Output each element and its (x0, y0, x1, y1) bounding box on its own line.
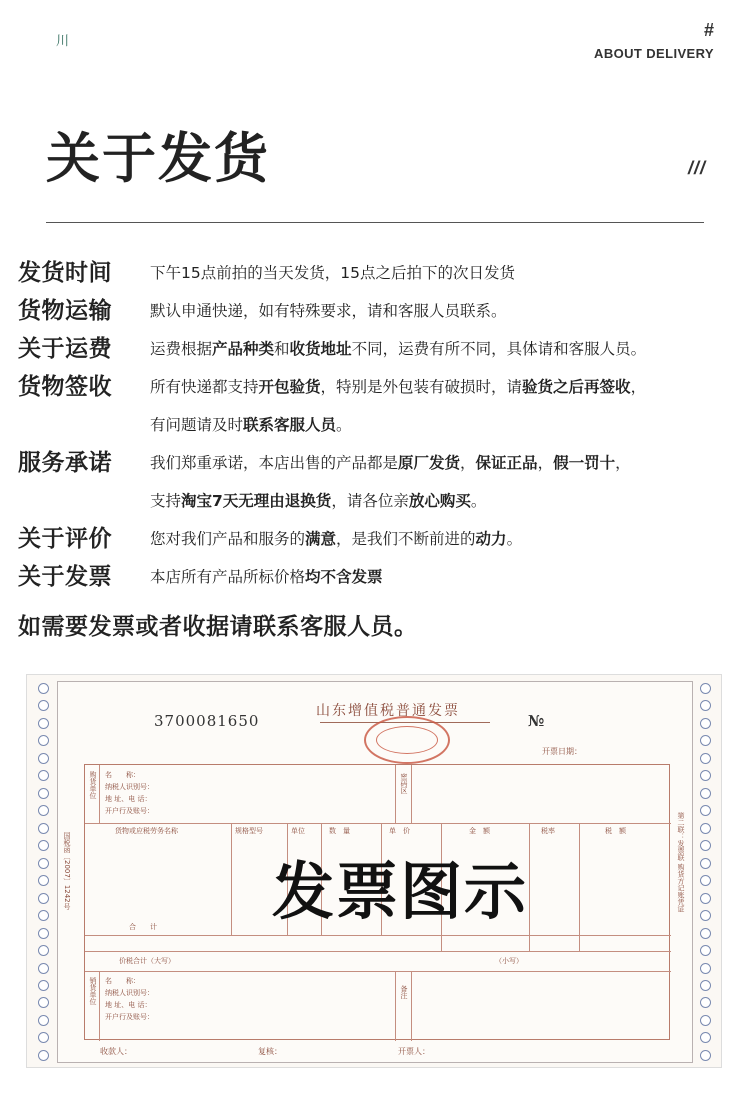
perforation-hole (38, 770, 49, 781)
perforation-hole (700, 700, 711, 711)
invoice-field-label: 开户行及账号： (105, 807, 154, 815)
item-column-header: 单位 (291, 827, 305, 835)
plain-text: ，是我们不断前进的 (336, 530, 476, 548)
plain-text: 不同，运费有所不同，具体请和客服人员。 (351, 340, 647, 358)
invoice-field-label: 纳税人识别号： (105, 989, 154, 997)
perforation-hole (38, 858, 49, 869)
perforation-hole (38, 840, 49, 851)
perforation-hole (38, 928, 49, 939)
info-row-label: 服务承诺 (18, 450, 112, 476)
perforation-hole (38, 683, 49, 694)
seller-side-label: 销货单位 (89, 977, 97, 1005)
grid-line (395, 971, 396, 1041)
plain-text: 下午15点前拍的当天发货，15点之后拍下的次日发货 (150, 264, 515, 282)
perforation-hole (700, 805, 711, 816)
perforation-hole (700, 963, 711, 974)
plain-text: 支持 (150, 492, 182, 510)
perforation-hole (38, 1050, 49, 1061)
perforation-hole (700, 823, 711, 834)
perforation-hole (38, 788, 49, 799)
info-row-text (150, 254, 742, 292)
invoice-field-label: 开户行及账号： (105, 1013, 154, 1021)
invoice-numero-sign: № (528, 712, 545, 730)
perforation-hole (700, 928, 711, 939)
grid-line (85, 951, 671, 952)
tax-stamp-inner (376, 726, 438, 754)
payee-label: 收款人： (100, 1047, 132, 1056)
invoice-field-label: 名 称： (105, 977, 140, 985)
perforation-hole (700, 910, 711, 921)
plain-text: 和 (274, 340, 290, 358)
perforation-hole (38, 910, 49, 921)
plain-text: 默认申通快递，如有特殊要求，请和客服人员联系。 (150, 302, 507, 320)
grid-line (85, 823, 671, 824)
emphasis-text: 验货之后再签收 (522, 378, 631, 396)
info-row-label: 关于发票 (18, 564, 112, 590)
info-row-label: 货物签收 (18, 374, 112, 400)
info-text-line (150, 368, 742, 406)
invoice-field-label: 纳税人识别号： (105, 783, 154, 791)
perforation-hole (700, 945, 711, 956)
info-text-line (150, 520, 742, 558)
grand-total-label: 价税合计（大写） (119, 957, 175, 965)
password-side-label: 密码区 (400, 773, 408, 794)
perforation-hole (38, 735, 49, 746)
perforation-hole (38, 893, 49, 904)
info-text-line (150, 406, 742, 444)
grid-line (411, 971, 412, 1041)
emphasis-text: 动力 (475, 530, 507, 548)
info-row (18, 520, 742, 558)
small-amount-label: （小写） (495, 957, 523, 965)
hash-mark: # (703, 20, 714, 40)
perforation-hole (38, 875, 49, 886)
emphasis-text: 均不含发票 (305, 568, 383, 586)
invoice-margin-right: 第二联：发票联 购货方记账凭证 (677, 812, 685, 913)
perforation-hole (38, 823, 49, 834)
invoice-date-label: 开票日期： (542, 747, 582, 756)
item-column-header: 单 价 (389, 827, 410, 835)
perforation-hole (38, 963, 49, 974)
section-subtitle: ABOUT DELIVERY (594, 46, 714, 61)
perforation-left (33, 683, 53, 1061)
info-text-line (150, 482, 742, 520)
invoice-paper (57, 681, 693, 1063)
emphasis-text: 联系客服人员 (243, 416, 337, 434)
info-row (18, 558, 742, 596)
plain-text: ，特别是外包装有破损时，请 (320, 378, 523, 396)
perforation-hole (38, 945, 49, 956)
emphasis-text: 淘宝7天无理由退换货 (181, 492, 332, 510)
perforation-hole (700, 735, 711, 746)
plain-text: ，请各位亲 (331, 492, 409, 510)
corner-mark: 川 (56, 34, 71, 49)
perforation-hole (38, 1015, 49, 1026)
perforation-hole (700, 1050, 711, 1061)
grid-line (85, 935, 671, 936)
invoice-field-label: 地 址、电 话： (105, 1001, 152, 1009)
perforation-hole (38, 805, 49, 816)
info-row-label: 关于运费 (18, 336, 112, 362)
info-row (18, 292, 742, 330)
grid-line (85, 971, 671, 972)
plain-text: ， (615, 454, 631, 472)
grid-line (99, 765, 100, 823)
info-text-line (150, 254, 742, 292)
invoice-notice: 如需要发票或者收据请联系客服人员。 (18, 614, 418, 640)
item-column-header: 金 额 (469, 827, 490, 835)
info-row (18, 444, 742, 520)
item-column-header: 数 量 (329, 827, 350, 835)
info-row-label: 关于评价 (18, 526, 112, 552)
perforation-hole (38, 700, 49, 711)
perforation-hole (700, 1032, 711, 1043)
info-row-text (150, 444, 742, 520)
item-column-header: 税率 (541, 827, 555, 835)
plain-text: 运费根据 (150, 340, 213, 358)
grid-line (579, 823, 580, 951)
emphasis-text: 满意 (305, 530, 337, 548)
info-text-line (150, 444, 742, 482)
invoice-margin-left: 国税函〔2007〕1242号 (63, 832, 71, 910)
delivery-info-list (18, 254, 742, 596)
info-text-line (150, 558, 742, 596)
perforation-right (695, 683, 715, 1061)
total-label: 合 计 (129, 923, 157, 931)
tax-stamp (364, 716, 450, 764)
info-row (18, 330, 742, 368)
invoice-image (26, 674, 722, 1068)
remark-side-label: 备注 (400, 985, 408, 999)
info-text-line (150, 330, 742, 368)
emphasis-text: 原厂发货 (398, 454, 461, 472)
info-row-text (150, 520, 742, 558)
item-column-header: 规格型号 (235, 827, 263, 835)
item-column-header: 货物或应税劳务名称 (115, 827, 178, 835)
perforation-hole (38, 718, 49, 729)
info-row-text (150, 330, 742, 368)
info-row (18, 254, 742, 292)
plain-text: 。 (506, 530, 523, 548)
perforation-hole (38, 980, 49, 991)
emphasis-text: 保证正品 (475, 454, 538, 472)
emphasis-text: 产品种类 (212, 340, 275, 358)
info-row-label: 发货时间 (18, 260, 112, 286)
perforation-hole (38, 753, 49, 764)
perforation-hole (700, 770, 711, 781)
info-row (18, 368, 742, 444)
invoice-watermark: 发票图示 (272, 855, 529, 928)
perforation-hole (700, 997, 711, 1008)
grid-line (395, 765, 396, 823)
info-row-text (150, 368, 742, 444)
plain-text: 我们郑重承诺，本店出售的产品都是 (150, 454, 399, 472)
grid-line (99, 971, 100, 1041)
perforation-hole (700, 893, 711, 904)
invoice-title: 山东增值税普通发票 (316, 703, 460, 719)
title-divider (46, 222, 704, 223)
plain-text: 。 (336, 416, 352, 434)
plain-text: 本店所有产品所标价格 (150, 568, 306, 586)
plain-text: ， (630, 378, 647, 396)
info-text-line (150, 292, 742, 330)
perforation-hole (700, 718, 711, 729)
plain-text: 所有快递都支持 (150, 378, 259, 396)
invoice-number: 3700081650 (154, 712, 260, 730)
emphasis-text: 收货地址 (289, 340, 352, 358)
plain-text: ， (460, 454, 476, 472)
decorative-slashes: /// (687, 158, 706, 178)
perforation-hole (700, 683, 711, 694)
emphasis-text: 开包验货 (258, 378, 321, 396)
perforation-hole (38, 997, 49, 1008)
perforation-hole (700, 980, 711, 991)
perforation-hole (700, 875, 711, 886)
info-row-text (150, 292, 742, 330)
perforation-hole (700, 788, 711, 799)
perforation-hole (700, 858, 711, 869)
perforation-hole (700, 1015, 711, 1026)
plain-text: 。 (470, 492, 487, 510)
perforation-hole (38, 1032, 49, 1043)
info-row-label: 货物运输 (18, 298, 112, 324)
grid-line (231, 823, 232, 935)
emphasis-text: 假一罚十 (553, 454, 616, 472)
drawer-label: 开票人： (398, 1047, 430, 1056)
page-title: 关于发货 (46, 127, 270, 190)
item-column-header: 税 额 (605, 827, 626, 835)
invoice-field-label: 名 称： (105, 771, 140, 779)
invoice-field-label: 地 址、电 话： (105, 795, 152, 803)
buyer-side-label: 购货单位 (89, 771, 97, 799)
perforation-hole (700, 840, 711, 851)
emphasis-text: 放心购买 (408, 492, 471, 510)
reviewer-label: 复核： (258, 1047, 282, 1056)
plain-text: 您对我们产品和服务的 (150, 530, 306, 548)
plain-text: ， (537, 454, 554, 472)
plain-text: 有问题请及时 (150, 416, 244, 434)
info-row-text (150, 558, 742, 596)
grid-line (529, 823, 530, 951)
perforation-hole (700, 753, 711, 764)
grid-line (411, 765, 412, 823)
